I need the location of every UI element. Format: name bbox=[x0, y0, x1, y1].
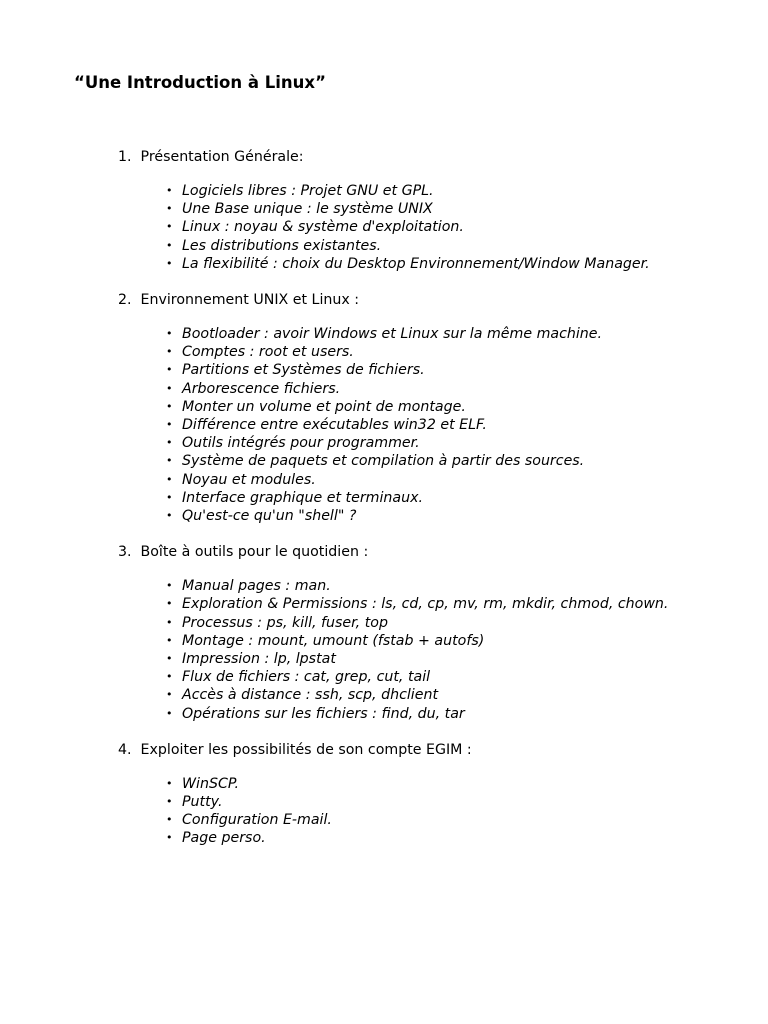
list-item bbox=[166, 686, 693, 704]
list-item bbox=[166, 507, 693, 525]
list-item bbox=[166, 829, 693, 847]
list-item-text: Configuration E-mail. bbox=[182, 812, 332, 829]
list-item-text: Opérations sur les fichiers : find, du, tar bbox=[182, 705, 465, 722]
bullet-icon: • bbox=[166, 490, 173, 504]
document-title: “Une Introduction à Linux” bbox=[74, 73, 326, 92]
bullet-icon: • bbox=[166, 652, 173, 666]
section-number: 2. bbox=[118, 292, 132, 309]
bullet-icon: • bbox=[166, 706, 173, 720]
list-item-text: Putty. bbox=[182, 794, 223, 811]
list-item bbox=[166, 361, 693, 379]
list-item-text: Montage : mount, umount (fstab + autofs) bbox=[182, 632, 485, 649]
bullet-icon: • bbox=[166, 688, 173, 702]
section-title: Environnement UNIX et Linux : bbox=[140, 292, 360, 309]
list-item-text: Impression : lp, lpstat bbox=[182, 651, 336, 668]
list-item-text: Processus : ps, kill, fuser, top bbox=[182, 614, 388, 631]
bullet-icon: • bbox=[166, 831, 173, 845]
list-item-text: Page perso. bbox=[182, 830, 266, 847]
list-item bbox=[166, 325, 693, 343]
list-item-text: Une Base unique : le système UNIX bbox=[182, 201, 433, 218]
bullet-list bbox=[0, 775, 768, 848]
list-item-text: Accès à distance : ssh, scp, dhclient bbox=[182, 687, 439, 704]
section-2 bbox=[0, 289, 768, 525]
bullet-icon: • bbox=[166, 509, 173, 523]
list-item bbox=[166, 595, 693, 613]
list-item bbox=[166, 775, 693, 793]
bullet-icon: • bbox=[166, 776, 173, 790]
section-heading bbox=[118, 146, 768, 168]
bullet-icon: • bbox=[166, 184, 173, 197]
section-heading bbox=[118, 541, 768, 563]
list-item bbox=[166, 218, 693, 236]
bullet-icon: • bbox=[166, 472, 173, 486]
bullet-list bbox=[0, 182, 768, 273]
bullet-icon: • bbox=[166, 256, 173, 270]
bullet-list bbox=[0, 577, 768, 723]
list-item bbox=[166, 434, 693, 452]
list-item-text: WinSCP. bbox=[182, 775, 239, 792]
list-item-text: Comptes : root et users. bbox=[182, 344, 354, 361]
bullet-icon: • bbox=[166, 345, 173, 359]
bullet-icon: • bbox=[166, 436, 173, 450]
list-item-text: Logiciels libres : Projet GNU et GPL. bbox=[182, 183, 434, 199]
bullet-icon: • bbox=[166, 220, 173, 234]
list-item-text: Qu'est-ce qu'un "shell" ? bbox=[182, 508, 357, 525]
list-item bbox=[166, 237, 693, 255]
bullet-icon: • bbox=[166, 202, 173, 216]
bullet-icon: • bbox=[166, 327, 173, 341]
list-item bbox=[166, 471, 693, 489]
list-item-text: Flux de fichiers : cat, grep, cut, tail bbox=[182, 669, 431, 686]
list-item-text: Interface graphique et terminaux. bbox=[182, 489, 424, 506]
section-1 bbox=[0, 146, 768, 273]
bullet-icon: • bbox=[166, 238, 173, 252]
bullet-icon: • bbox=[166, 670, 173, 684]
bullet-icon: • bbox=[166, 418, 173, 432]
bullet-icon: • bbox=[166, 597, 173, 611]
list-item-text: Partitions et Systèmes de fichiers. bbox=[182, 362, 425, 379]
list-item bbox=[166, 255, 693, 273]
list-item bbox=[166, 343, 693, 361]
list-item bbox=[166, 650, 693, 668]
bullet-icon: • bbox=[166, 363, 173, 377]
list-item-text: Les distributions existantes. bbox=[182, 237, 382, 254]
bullet-icon: • bbox=[166, 795, 173, 809]
section-number: 1. bbox=[118, 149, 132, 165]
section-4 bbox=[0, 739, 768, 848]
list-item bbox=[166, 577, 693, 595]
bullet-icon: • bbox=[166, 615, 173, 629]
list-item bbox=[166, 811, 693, 829]
list-item-text: Exploration & Permissions : ls, cd, cp, mv, rm, mkdir, chmod, chown. bbox=[182, 596, 669, 613]
bullet-icon: • bbox=[166, 813, 173, 827]
list-item bbox=[166, 416, 693, 434]
bullet-list bbox=[0, 325, 768, 525]
list-item-text: Bootloader : avoir Windows et Linux sur la même machine. bbox=[182, 326, 603, 343]
list-item-text: Différence entre exécutables win32 et ELF. bbox=[182, 417, 487, 434]
list-item bbox=[166, 380, 693, 398]
section-title: Présentation Générale: bbox=[140, 149, 304, 165]
section-3 bbox=[0, 541, 768, 723]
list-item-text: La flexibilité : choix du Desktop Environnement/Window Manager. bbox=[182, 255, 650, 272]
list-item bbox=[166, 705, 693, 723]
list-item bbox=[166, 182, 693, 200]
list-item bbox=[166, 668, 693, 686]
list-item bbox=[166, 398, 693, 416]
list-item-text: Manual pages : man. bbox=[182, 578, 331, 595]
list-item-text: Système de paquets et compilation à partir des sources. bbox=[182, 453, 585, 470]
list-item bbox=[166, 632, 693, 650]
list-item-text: Outils intégrés pour programmer. bbox=[182, 435, 420, 452]
bullet-icon: • bbox=[166, 381, 173, 395]
bullet-icon: • bbox=[166, 579, 173, 593]
list-item bbox=[166, 614, 693, 632]
section-heading bbox=[118, 289, 768, 311]
sections-list bbox=[0, 146, 768, 848]
bullet-icon: • bbox=[166, 399, 173, 413]
list-item bbox=[166, 452, 693, 470]
list-item bbox=[166, 200, 693, 218]
bullet-icon: • bbox=[166, 454, 173, 468]
list-item bbox=[166, 489, 693, 507]
list-item-text: Monter un volume et point de montage. bbox=[182, 398, 466, 415]
section-heading bbox=[118, 739, 768, 761]
list-item-text: Arborescence fichiers. bbox=[182, 380, 341, 397]
section-title: Boîte à outils pour le quotidien : bbox=[140, 544, 369, 561]
section-number: 4. bbox=[118, 741, 132, 758]
list-item bbox=[166, 793, 693, 811]
list-item-text: Noyau et modules. bbox=[182, 471, 316, 488]
section-title: Exploiter les possibilités de son compte EGIM : bbox=[140, 741, 472, 758]
list-item-text: Linux : noyau & système d'exploitation. bbox=[182, 219, 464, 236]
section-number: 3. bbox=[118, 544, 132, 561]
bullet-icon: • bbox=[166, 633, 173, 647]
